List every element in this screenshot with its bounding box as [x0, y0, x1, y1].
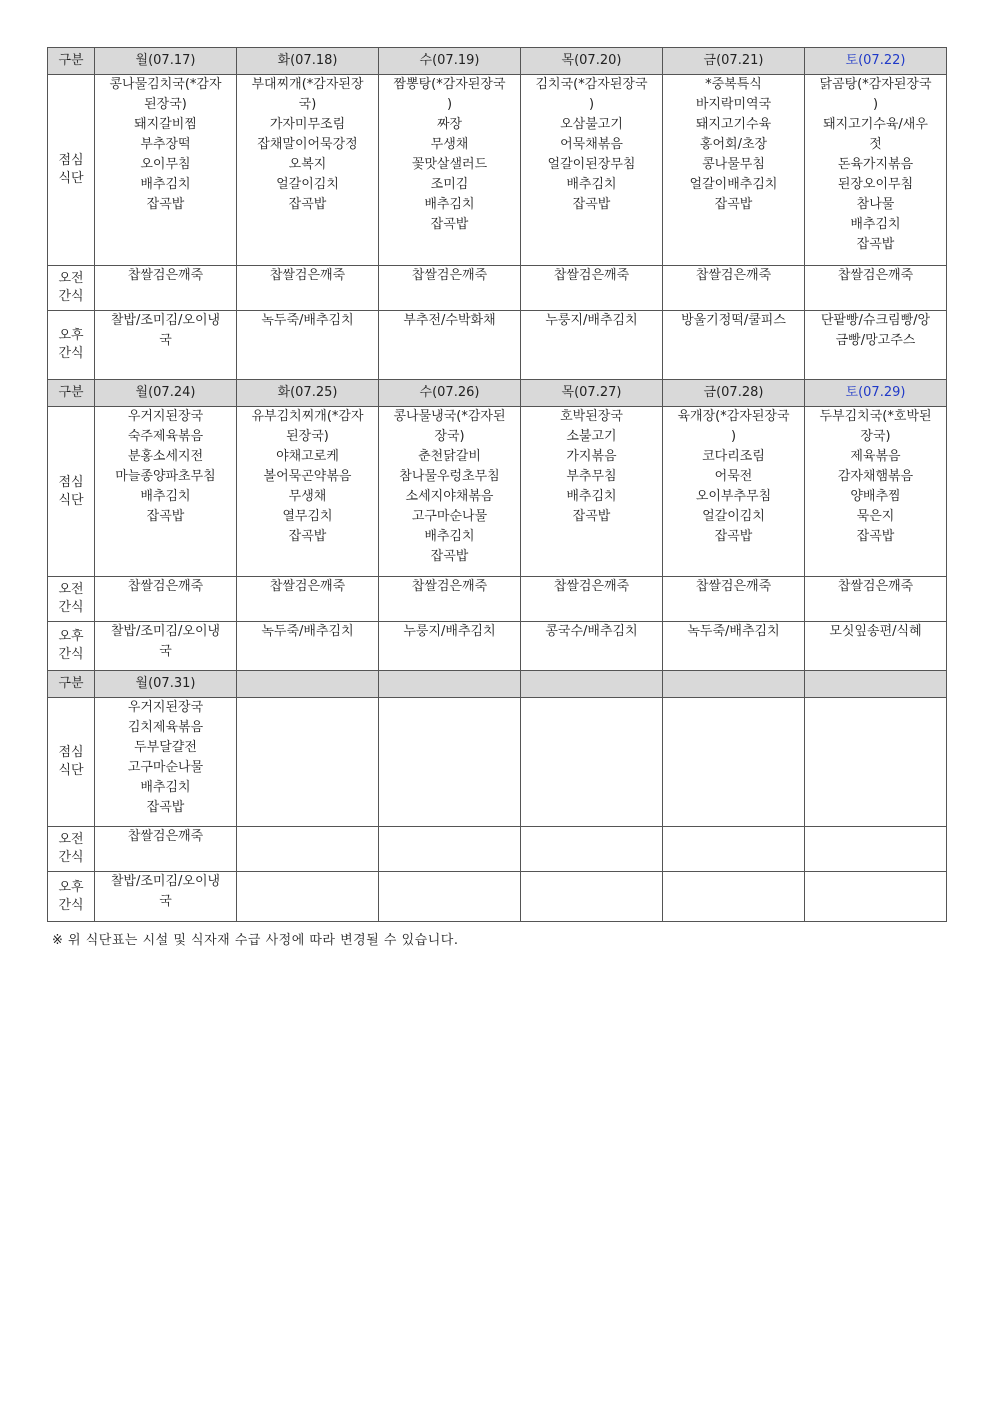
menu-item: 얼갈이김치 — [702, 509, 765, 524]
menu-cell — [95, 266, 237, 311]
menu-item: 오복지 — [288, 157, 327, 172]
menu-item: 찹쌀검은깨죽 — [837, 579, 914, 594]
menu-cell — [663, 311, 805, 380]
row-label-line: 점심 — [58, 745, 84, 760]
menu-cell — [805, 827, 947, 872]
meal-row — [48, 75, 947, 266]
row-label-line: 간식 — [58, 850, 84, 865]
day-header: 수(07.26) — [379, 380, 521, 407]
menu-item: 녹두죽/배추김치 — [687, 624, 780, 639]
menu-item: 배추김치 — [140, 780, 191, 795]
menu-item: 국 — [159, 894, 172, 909]
menu-cell — [805, 407, 947, 577]
row-label-line: 오후 — [58, 328, 84, 343]
menu-cell — [95, 75, 237, 266]
menu-item: 방울기정떡/쿨피스 — [681, 313, 786, 328]
menu-item: 우거지된장국 — [127, 700, 204, 715]
menu-item: 잡곡밥 — [288, 529, 327, 544]
menu-item: 누룽지/배추김치 — [403, 624, 496, 639]
menu-cell — [521, 827, 663, 872]
menu-item: 무생채 — [288, 489, 327, 504]
day-header: 목(07.27) — [521, 380, 663, 407]
row-label — [48, 577, 95, 622]
menu-cell — [237, 407, 379, 577]
menu-item: 분홍소세지전 — [127, 449, 204, 464]
menu-cell — [95, 577, 237, 622]
menu-item: 얼갈이김치 — [276, 177, 339, 192]
menu-item: 조미김 — [430, 177, 469, 192]
meal-row — [48, 622, 947, 671]
menu-cell — [379, 311, 521, 380]
day-header: 월(07.24) — [95, 380, 237, 407]
menu-item: 짜장 — [436, 117, 463, 132]
day-header: 수(07.19) — [379, 48, 521, 75]
menu-item: 부추무침 — [566, 469, 617, 484]
day-header: 월(07.17) — [95, 48, 237, 75]
menu-item: 육개장(*감자된장국 — [677, 409, 790, 424]
menu-cell — [379, 698, 521, 827]
menu-cell — [663, 577, 805, 622]
menu-cell — [663, 266, 805, 311]
meal-row — [48, 872, 947, 922]
menu-item: 우거지된장국 — [127, 409, 204, 424]
menu-item: 녹두죽/배추김치 — [261, 624, 354, 639]
menu-item: 춘천닭갈비 — [418, 449, 481, 464]
menu-cell — [95, 698, 237, 827]
menu-item: 잡곡밥 — [714, 529, 753, 544]
row-label — [48, 622, 95, 671]
header-label: 구분 — [48, 380, 95, 407]
menu-cell — [521, 872, 663, 922]
meal-row — [48, 827, 947, 872]
menu-item: *중복특식 — [705, 77, 762, 92]
row-label — [48, 698, 95, 827]
menu-cell — [237, 698, 379, 827]
menu-item: 찰밥/조미김/오이냉 — [110, 313, 221, 328]
week-header-row — [48, 48, 947, 75]
row-label-line: 오후 — [58, 629, 84, 644]
menu-table-body — [48, 48, 947, 922]
menu-item: 열무김치 — [282, 509, 333, 524]
menu-item: 어묵전 — [714, 469, 753, 484]
menu-item: 두부김치국(*호박된 — [819, 409, 932, 424]
menu-cell — [237, 827, 379, 872]
menu-item: 찹쌀검은깨죽 — [269, 268, 346, 283]
menu-cell — [663, 407, 805, 577]
row-label-line: 오전 — [58, 832, 84, 847]
menu-item: 돼지고기수육/새우 — [823, 117, 928, 132]
meal-row — [48, 577, 947, 622]
menu-item: 어묵채볶음 — [560, 137, 623, 152]
menu-cell — [237, 622, 379, 671]
menu-cell — [521, 622, 663, 671]
row-label-line: 간식 — [58, 647, 84, 662]
row-label-line: 간식 — [58, 600, 84, 615]
menu-item: ) — [730, 429, 737, 444]
menu-item: 닭곰탕(*감자된장국 — [819, 77, 932, 92]
menu-item: 배추김치 — [140, 177, 191, 192]
menu-cell — [805, 311, 947, 380]
menu-item: 얼갈이배추김치 — [689, 177, 778, 192]
menu-item: 감자채햄볶음 — [837, 469, 914, 484]
meal-row — [48, 266, 947, 311]
menu-item: 콩나물김치국(*감자 — [109, 77, 222, 92]
day-header — [379, 671, 521, 698]
menu-item: 된장국) — [286, 429, 329, 444]
menu-cell — [95, 622, 237, 671]
menu-cell — [379, 266, 521, 311]
menu-cell — [95, 872, 237, 922]
menu-item: 잡곡밥 — [856, 237, 895, 252]
menu-item: 모싯잎송편/식혜 — [829, 624, 922, 639]
menu-cell — [805, 75, 947, 266]
row-label — [48, 872, 95, 922]
menu-item: 배추김치 — [140, 489, 191, 504]
menu-item: 짬뽕탕(*감자된장국 — [393, 77, 506, 92]
menu-item: 누룽지/배추김치 — [545, 313, 638, 328]
row-label — [48, 827, 95, 872]
menu-cell — [237, 311, 379, 380]
menu-cell — [805, 577, 947, 622]
menu-item: 배추김치 — [566, 489, 617, 504]
row-label-line: 식단 — [58, 763, 84, 778]
menu-cell — [521, 698, 663, 827]
day-header: 월(07.31) — [95, 671, 237, 698]
menu-item: 콩나물냉국(*감자된 — [393, 409, 506, 424]
menu-cell — [237, 75, 379, 266]
row-label — [48, 407, 95, 577]
menu-item: ) — [872, 97, 879, 112]
day-header — [521, 671, 663, 698]
menu-item: 찰밥/조미김/오이냉 — [110, 624, 221, 639]
menu-item: 콩국수/배추김치 — [545, 624, 638, 639]
menu-cell — [663, 698, 805, 827]
day-header: 토(07.22) — [805, 48, 947, 75]
menu-item: 돼지갈비찜 — [134, 117, 197, 132]
menu-cell — [521, 311, 663, 380]
row-label — [48, 266, 95, 311]
menu-cell — [379, 827, 521, 872]
menu-item: 찹쌀검은깨죽 — [837, 268, 914, 283]
row-label-line: 식단 — [58, 492, 84, 508]
menu-item: 코다리조림 — [702, 449, 765, 464]
menu-item: 김치국(*감자된장국 — [535, 77, 648, 92]
menu-item: 제육볶음 — [850, 449, 901, 464]
menu-cell — [805, 266, 947, 311]
row-label-line: 오전 — [58, 271, 84, 286]
week-header-row — [48, 380, 947, 407]
menu-item: 두부달걀전 — [134, 740, 197, 755]
menu-item: 찹쌀검은깨죽 — [127, 268, 204, 283]
menu-item: 잡곡밥 — [146, 800, 185, 815]
menu-cell — [521, 266, 663, 311]
menu-item: 야채고로케 — [276, 449, 339, 464]
menu-item: 잡곡밥 — [288, 197, 327, 212]
menu-item: 찹쌀검은깨죽 — [411, 579, 488, 594]
menu-cell — [521, 577, 663, 622]
menu-item: 단팥빵/슈크림빵/앙 — [820, 313, 931, 328]
menu-item: 돈육가지볶음 — [837, 157, 914, 172]
day-header: 화(07.25) — [237, 380, 379, 407]
day-header — [663, 671, 805, 698]
menu-cell — [663, 872, 805, 922]
menu-item: 배추김치 — [424, 529, 475, 544]
menu-item: 꽃맛살샐러드 — [411, 157, 488, 172]
menu-item: 찹쌀검은깨죽 — [127, 579, 204, 594]
menu-item: 얼갈이된장무침 — [547, 157, 636, 172]
menu-item: 숙주제육볶음 — [127, 429, 204, 444]
menu-item: 바지락미역국 — [695, 97, 772, 112]
menu-item: 가자미무조림 — [269, 117, 346, 132]
day-header: 토(07.29) — [805, 380, 947, 407]
menu-item: 가지볶음 — [566, 449, 617, 464]
menu-cell — [237, 577, 379, 622]
header-label: 구분 — [48, 48, 95, 75]
header-label: 구분 — [48, 671, 95, 698]
menu-item: ) — [588, 97, 595, 112]
menu-item: 양배추찜 — [850, 489, 901, 504]
row-label-line: 점심 — [58, 153, 84, 168]
menu-item: 홍어회/초장 — [699, 137, 768, 152]
menu-cell — [237, 872, 379, 922]
meal-row — [48, 311, 947, 380]
menu-item: 부추장떡 — [140, 137, 191, 152]
menu-item: 찹쌀검은깨죽 — [553, 579, 630, 594]
row-label-line: 점심 — [58, 474, 84, 490]
menu-item: 고구마순나물 — [411, 509, 488, 524]
menu-cell — [95, 407, 237, 577]
menu-item: 볼어묵곤약볶음 — [263, 469, 352, 484]
menu-item: 오이무침 — [140, 157, 191, 172]
menu-item: 돼지고기수육 — [695, 117, 772, 132]
day-header: 목(07.20) — [521, 48, 663, 75]
menu-item: 된장국) — [144, 97, 187, 112]
menu-item: 찹쌀검은깨죽 — [553, 268, 630, 283]
menu-cell — [663, 827, 805, 872]
day-header: 화(07.18) — [237, 48, 379, 75]
week-header-row — [48, 671, 947, 698]
menu-item: 고구마순나물 — [127, 760, 204, 775]
meal-row — [48, 698, 947, 827]
menu-item: 묵은지 — [856, 509, 895, 524]
menu-item: 부대찌개(*감자된장 — [251, 77, 364, 92]
menu-item: 찹쌀검은깨죽 — [127, 829, 204, 844]
menu-item: 찰밥/조미김/오이냉 — [110, 874, 221, 889]
menu-item: 된장오이무침 — [837, 177, 914, 192]
row-label-line: 간식 — [58, 289, 84, 304]
menu-item: 김치제육볶음 — [127, 720, 204, 735]
menu-cell — [521, 407, 663, 577]
menu-item: ) — [446, 97, 453, 112]
menu-item: 잡곡밥 — [572, 509, 611, 524]
menu-cell — [805, 622, 947, 671]
menu-item: 찹쌀검은깨죽 — [695, 579, 772, 594]
menu-cell — [379, 577, 521, 622]
row-label-line: 간식 — [58, 346, 84, 361]
menu-item: 소세지야채볶음 — [405, 489, 494, 504]
meal-row — [48, 407, 947, 577]
weekly-menu-table — [47, 47, 947, 922]
menu-item: 배추김치 — [850, 217, 901, 232]
menu-item: 콩나물무침 — [702, 157, 765, 172]
menu-item: 잡곡밥 — [430, 549, 469, 564]
menu-item: 국) — [298, 97, 317, 112]
row-label — [48, 311, 95, 380]
menu-cell — [237, 266, 379, 311]
menu-item: 소불고기 — [566, 429, 617, 444]
menu-cell — [805, 698, 947, 827]
menu-item: 부추전/수박화채 — [403, 313, 496, 328]
footnote: ※ 위 식단표는 시설 및 식자재 수급 사정에 따라 변경될 수 있습니다. — [52, 933, 459, 948]
menu-item: 찹쌀검은깨죽 — [411, 268, 488, 283]
row-label-line: 식단 — [58, 171, 84, 186]
menu-cell — [95, 311, 237, 380]
menu-cell — [379, 872, 521, 922]
menu-item: 찹쌀검은깨죽 — [695, 268, 772, 283]
row-label-line: 간식 — [58, 897, 84, 913]
menu-item: 배추김치 — [424, 197, 475, 212]
menu-cell — [663, 622, 805, 671]
menu-item: 녹두죽/배추김치 — [261, 313, 354, 328]
menu-item: 호박된장국 — [560, 409, 623, 424]
day-header — [805, 671, 947, 698]
menu-item: 배추김치 — [566, 177, 617, 192]
menu-item: 잡채말이어묵강정 — [257, 137, 358, 152]
menu-item: 잡곡밥 — [572, 197, 611, 212]
menu-item: 잡곡밥 — [856, 529, 895, 544]
menu-cell — [379, 622, 521, 671]
menu-item: 마늘종양파초무침 — [115, 469, 216, 484]
menu-item: 오삼불고기 — [560, 117, 623, 132]
menu-cell — [95, 827, 237, 872]
row-label-line: 오후 — [58, 879, 84, 895]
day-header — [237, 671, 379, 698]
menu-item: 참나물 — [856, 197, 895, 212]
menu-item: 잡곡밥 — [146, 197, 185, 212]
menu-cell — [521, 75, 663, 266]
menu-item: 국 — [159, 333, 172, 348]
menu-item: 참나물우렁초무침 — [399, 469, 500, 484]
menu-cell — [663, 75, 805, 266]
menu-item: 장국) — [860, 429, 891, 444]
menu-cell — [805, 872, 947, 922]
row-label-line: 오전 — [58, 582, 84, 597]
menu-item: 찹쌀검은깨죽 — [269, 579, 346, 594]
menu-item: 잡곡밥 — [430, 217, 469, 232]
menu-item: 오이부추무침 — [695, 489, 772, 504]
menu-item: 무생채 — [430, 137, 469, 152]
menu-item: 장국) — [434, 429, 465, 444]
menu-item: 금빵/망고주스 — [835, 333, 916, 348]
day-header: 금(07.28) — [663, 380, 805, 407]
menu-item: 잡곡밥 — [146, 509, 185, 524]
menu-cell — [379, 407, 521, 577]
day-header: 금(07.21) — [663, 48, 805, 75]
row-label — [48, 75, 95, 266]
menu-item: 잡곡밥 — [714, 197, 753, 212]
menu-item: 국 — [159, 644, 172, 659]
menu-cell — [379, 75, 521, 266]
menu-item: 젓 — [869, 137, 882, 152]
menu-item: 유부김치찌개(*감자 — [251, 409, 364, 424]
